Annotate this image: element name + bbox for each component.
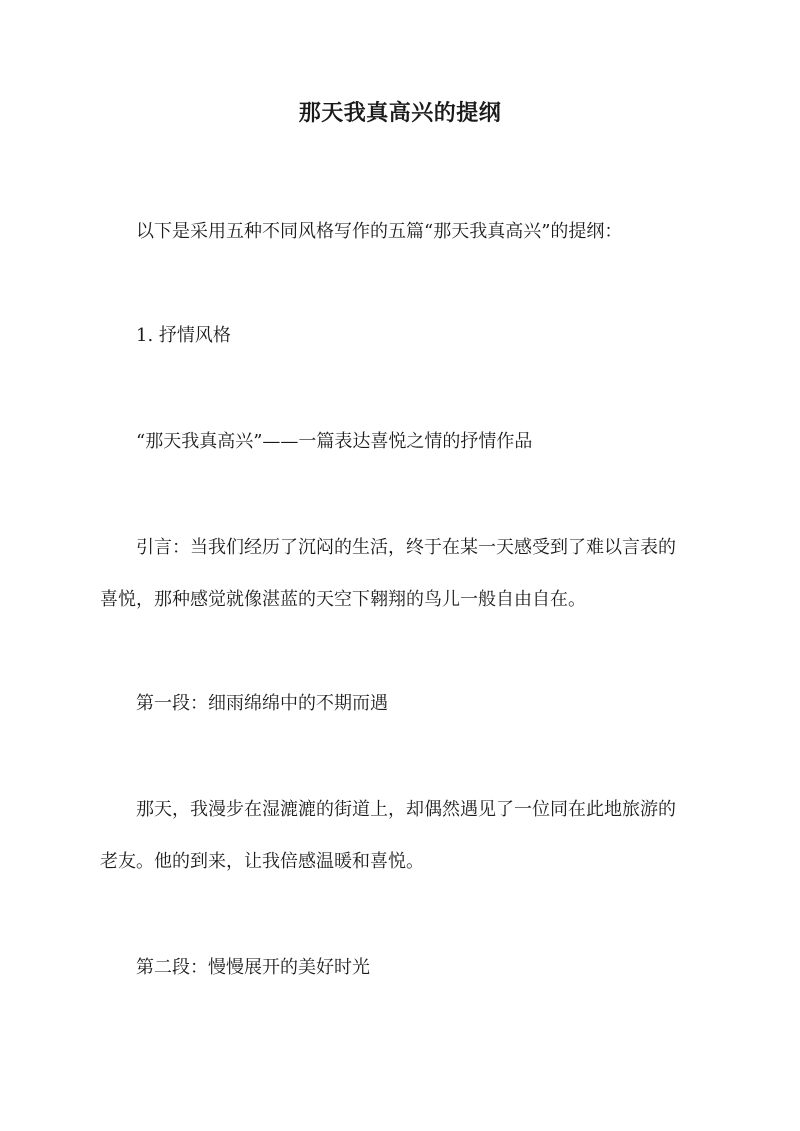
work-title: “那天我真高兴”——一篇表达喜悦之情的抒情作品: [136, 431, 533, 452]
section-heading: 1. 抒情风格: [136, 325, 231, 346]
para1-line-2: 老友。他的到来，让我倍感温暖和喜悦。: [100, 851, 424, 872]
document-title: 那天我真高兴的提纲: [298, 100, 502, 126]
para1-heading: 第一段：细雨绵绵中的不期而遇: [136, 693, 388, 714]
preface-line-1: 引言：当我们经历了沉闷的生活，终于在某一天感受到了难以言表的: [136, 537, 676, 558]
para1-line-1: 那天，我漫步在湿漉漉的街道上，却偶然遇见了一位同在此地旅游的: [136, 799, 676, 820]
para2-heading: 第二段：慢慢展开的美好时光: [136, 957, 370, 978]
intro-paragraph: 以下是采用五种不同风格写作的五篇“那天我真高兴”的提纲：: [136, 221, 623, 242]
para1-body: [100, 784, 704, 888]
preface-line-2: 喜悦，那种感觉就像湛蓝的天空下翱翔的鸟儿一般自由自在。: [100, 589, 586, 610]
preface-paragraph: [100, 522, 704, 626]
